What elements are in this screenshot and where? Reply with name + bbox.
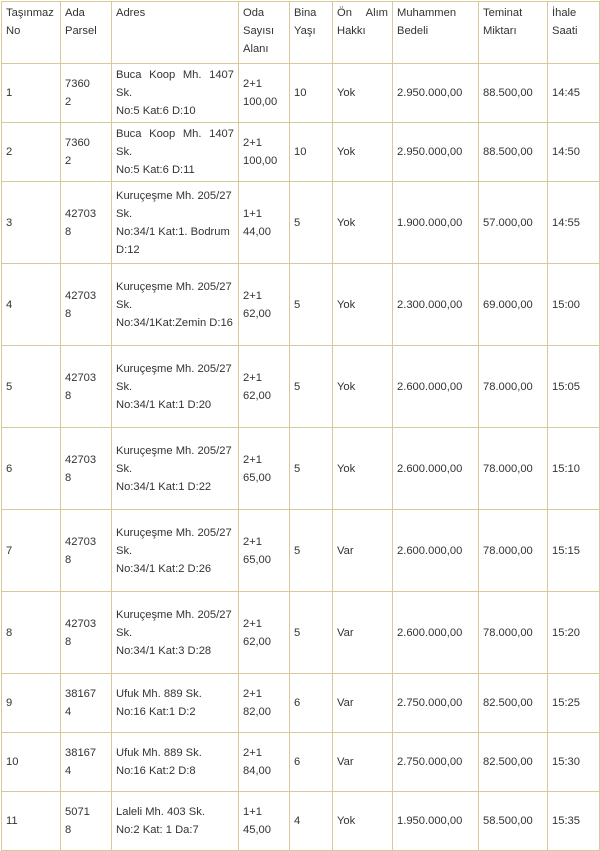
cell-on-alim-hakki: Yok — [333, 123, 393, 182]
cell-ihale-saati: 15:10 — [548, 428, 600, 510]
cell-ada-parsel-line: 8 — [65, 471, 72, 484]
table-row — [2, 792, 600, 851]
cell-adres-line: Kuruçeşme Mh. 205/27 — [116, 526, 232, 539]
cell-adres-line: Sk. — [116, 207, 133, 220]
cell-oda-sayisi-alani — [239, 510, 290, 592]
header-ihale-saati — [548, 2, 600, 64]
cell-teminat-miktari: 88.500,00 — [479, 123, 548, 182]
cell-oda-sayisi-alani — [239, 733, 290, 792]
cell-ada-parsel-line: 42703 — [65, 371, 97, 384]
header-line: Teminat — [483, 7, 523, 19]
cell-oda-sayisi-alani-line: 62,00 — [243, 307, 271, 320]
cell-teminat-miktari: 78.000,00 — [479, 346, 548, 428]
cell-oda-sayisi-alani-line: 1+1 — [243, 207, 262, 220]
cell-adres-line: No:2 Kat: 1 Da:7 — [116, 824, 199, 836]
header-bina-yasi — [290, 2, 333, 64]
cell-on-alim-hakki: Yok — [333, 346, 393, 428]
cell-ada-parsel-line: 8 — [65, 635, 72, 648]
cell-oda-sayisi-alani — [239, 182, 290, 264]
cell-on-alim-hakki: Var — [333, 674, 393, 733]
cell-oda-sayisi-alani-line: 100,00 — [243, 96, 278, 108]
cell-oda-sayisi-alani-line: 2+1 — [243, 371, 262, 384]
cell-ada-parsel-line: 42703 — [65, 207, 97, 220]
cell-muhammen-bedeli: 2.300.000,00 — [393, 264, 479, 346]
header-adres — [112, 2, 239, 64]
cell-teminat-miktari: 78.000,00 — [479, 510, 548, 592]
cell-ada-parsel — [61, 674, 112, 733]
table-row — [2, 592, 600, 674]
cell-adres-line: No:34/1 Kat:1 D:20 — [116, 398, 212, 411]
cell-on-alim-hakki: Var — [333, 592, 393, 674]
cell-bina-yasi: 6 — [290, 674, 333, 733]
cell-oda-sayisi-alani-line: 65,00 — [243, 553, 271, 566]
cell-ada-parsel-line: 8 — [65, 824, 72, 836]
cell-bina-yasi: 5 — [290, 346, 333, 428]
cell-tasinmaz-no: 4 — [2, 264, 61, 346]
cell-ihale-saati: 14:45 — [548, 64, 600, 123]
cell-oda-sayisi-alani-line: 2+1 — [243, 289, 262, 302]
cell-ada-parsel-line: 8 — [65, 553, 72, 566]
cell-adres-line: Kuruçeşme Mh. 205/27 — [116, 362, 232, 375]
cell-bina-yasi: 4 — [290, 792, 333, 851]
cell-on-alim-hakki: Var — [333, 510, 393, 592]
header-word: Ön — [337, 7, 352, 19]
cell-oda-sayisi-alani-line: 2+1 — [243, 688, 262, 700]
auction-table — [1, 1, 600, 851]
cell-oda-sayisi-alani-line: 1+1 — [243, 806, 262, 818]
cell-oda-sayisi-alani-line: 2+1 — [243, 535, 262, 548]
cell-bina-yasi: 5 — [290, 264, 333, 346]
header-line: Bina — [294, 7, 317, 19]
cell-adres-line: Kuruçeşme Mh. 205/27 — [116, 189, 232, 202]
cell-muhammen-bedeli: 1.900.000,00 — [393, 182, 479, 264]
cell-adres-line: Sk. — [116, 298, 133, 311]
cell-muhammen-bedeli: 2.950.000,00 — [393, 123, 479, 182]
cell-ada-parsel-line: 38167 — [65, 688, 97, 700]
table-row — [2, 64, 600, 123]
header-line: Muhammen — [397, 7, 457, 19]
cell-ada-parsel-line: 42703 — [65, 617, 97, 630]
header-oda-sayisi-alani — [239, 2, 290, 64]
cell-adres-line: No:16 Kat:2 D:8 — [116, 765, 196, 777]
cell-oda-sayisi-alani — [239, 64, 290, 123]
header-line: Miktarı — [483, 25, 517, 37]
cell-ada-parsel-line: 38167 — [65, 747, 97, 759]
cell-ada-parsel-line: 7360 — [65, 137, 90, 149]
cell-adres-line: No:34/1 Kat:1 D:22 — [116, 480, 212, 493]
cell-ihale-saati: 15:35 — [548, 792, 600, 851]
cell-muhammen-bedeli: 2.600.000,00 — [393, 428, 479, 510]
cell-oda-sayisi-alani-line: 65,00 — [243, 471, 271, 484]
header-line: Taşınmaz — [6, 7, 54, 19]
cell-adres-line: No:16 Kat:1 D:2 — [116, 706, 196, 718]
cell-oda-sayisi-alani-line: 2+1 — [243, 747, 262, 759]
cell-tasinmaz-no: 3 — [2, 182, 61, 264]
cell-adres-line: No:34/1Kat:Zemin D:16 — [116, 316, 233, 329]
cell-oda-sayisi-alani — [239, 123, 290, 182]
cell-ihale-saati: 15:30 — [548, 733, 600, 792]
cell-ihale-saati: 15:20 — [548, 592, 600, 674]
cell-oda-sayisi-alani — [239, 264, 290, 346]
cell-on-alim-hakki: Yok — [333, 182, 393, 264]
cell-ihale-saati: 15:15 — [548, 510, 600, 592]
cell-oda-sayisi-alani-line: 2+1 — [243, 617, 262, 630]
cell-tasinmaz-no: 5 — [2, 346, 61, 428]
header-row — [2, 2, 600, 64]
header-line: Hakkı — [337, 25, 366, 37]
table-row — [2, 510, 600, 592]
cell-tasinmaz-no: 2 — [2, 123, 61, 182]
cell-adres — [112, 64, 239, 123]
cell-teminat-miktari: 82.500,00 — [479, 674, 548, 733]
cell-muhammen-bedeli: 1.950.000,00 — [393, 792, 479, 851]
cell-oda-sayisi-alani-line: 44,00 — [243, 225, 271, 238]
header-line: Yaşı — [294, 25, 316, 37]
cell-teminat-miktari: 88.500,00 — [479, 64, 548, 123]
header-line: Saati — [552, 25, 578, 37]
cell-adres-line: Kuruçeşme Mh. 205/27 — [116, 608, 232, 621]
cell-oda-sayisi-alani — [239, 792, 290, 851]
header-line: No — [6, 25, 21, 37]
cell-oda-sayisi-alani-line: 62,00 — [243, 389, 271, 402]
cell-adres-line: D:12 — [116, 243, 140, 256]
cell-muhammen-bedeli: 2.750.000,00 — [393, 733, 479, 792]
cell-muhammen-bedeli: 2.950.000,00 — [393, 64, 479, 123]
cell-oda-sayisi-alani — [239, 592, 290, 674]
cell-ada-parsel-line: 2 — [65, 96, 72, 108]
table-row — [2, 346, 600, 428]
cell-oda-sayisi-alani-line: 45,00 — [243, 824, 271, 836]
header-line: İhale — [552, 7, 577, 19]
cell-muhammen-bedeli: 2.600.000,00 — [393, 346, 479, 428]
cell-oda-sayisi-alani-line: 2+1 — [243, 78, 262, 90]
header-muhammen-bedeli — [393, 2, 479, 64]
cell-oda-sayisi-alani — [239, 674, 290, 733]
cell-ihale-saati: 14:55 — [548, 182, 600, 264]
table-row — [2, 123, 600, 182]
cell-adres-line: No:5 Kat:6 D:10 — [116, 105, 196, 117]
cell-oda-sayisi-alani-line: 82,00 — [243, 706, 271, 718]
cell-tasinmaz-no: 10 — [2, 733, 61, 792]
cell-on-alim-hakki: Yok — [333, 64, 393, 123]
cell-tasinmaz-no: 6 — [2, 428, 61, 510]
cell-ada-parsel-line: 42703 — [65, 289, 97, 302]
header-line: Sayısı — [243, 25, 275, 37]
cell-ihale-saati: 14:50 — [548, 123, 600, 182]
header-line: Adres — [116, 7, 146, 19]
header-line — [337, 4, 388, 22]
cell-adres — [112, 733, 239, 792]
cell-adres — [112, 674, 239, 733]
cell-adres-line: Ufuk Mh. 889 Sk. — [116, 747, 202, 759]
cell-oda-sayisi-alani-line: 84,00 — [243, 765, 271, 777]
header-line: Oda — [243, 7, 265, 19]
header-on-alim-hakki — [333, 2, 393, 64]
cell-bina-yasi: 10 — [290, 123, 333, 182]
cell-adres-line: Sk. — [116, 462, 133, 475]
cell-teminat-miktari: 57.000,00 — [479, 182, 548, 264]
cell-ada-parsel-line: 7360 — [65, 78, 90, 90]
cell-ada-parsel — [61, 182, 112, 264]
cell-adres-line: Sk. — [116, 626, 133, 639]
header-tasinmaz-no — [2, 2, 61, 64]
cell-bina-yasi: 5 — [290, 592, 333, 674]
cell-ada-parsel-line: 8 — [65, 307, 72, 320]
cell-ada-parsel — [61, 510, 112, 592]
cell-on-alim-hakki: Yok — [333, 264, 393, 346]
table-row — [2, 428, 600, 510]
cell-adres-line: Kuruçeşme Mh. 205/27 — [116, 444, 232, 457]
cell-bina-yasi: 5 — [290, 428, 333, 510]
table-row — [2, 733, 600, 792]
cell-tasinmaz-no: 9 — [2, 674, 61, 733]
table-row — [2, 674, 600, 733]
cell-bina-yasi: 10 — [290, 64, 333, 123]
header-line: Bedeli — [397, 25, 429, 37]
cell-on-alim-hakki: Yok — [333, 792, 393, 851]
header-line: Ada — [65, 7, 85, 19]
cell-adres-line: No:34/1 Kat:3 D:28 — [116, 644, 212, 657]
cell-tasinmaz-no: 11 — [2, 792, 61, 851]
table-row — [2, 264, 600, 346]
cell-ada-parsel-line: 8 — [65, 225, 72, 238]
cell-teminat-miktari: 69.000,00 — [479, 264, 548, 346]
cell-ihale-saati: 15:00 — [548, 264, 600, 346]
cell-ada-parsel — [61, 733, 112, 792]
cell-adres — [112, 792, 239, 851]
cell-adres — [112, 428, 239, 510]
cell-ada-parsel-line: 2 — [65, 155, 72, 167]
cell-adres — [112, 264, 239, 346]
cell-ada-parsel — [61, 428, 112, 510]
cell-adres-line: No:5 Kat:6 D:11 — [116, 164, 195, 176]
cell-muhammen-bedeli: 2.750.000,00 — [393, 674, 479, 733]
cell-adres — [112, 346, 239, 428]
header-teminat-miktari — [479, 2, 548, 64]
cell-adres-line: Sk. — [116, 544, 133, 557]
cell-ada-parsel — [61, 592, 112, 674]
cell-ihale-saati: 15:25 — [548, 674, 600, 733]
header-word: Alım — [365, 7, 388, 19]
cell-ada-parsel — [61, 264, 112, 346]
header-ada-parsel — [61, 2, 112, 64]
cell-bina-yasi: 5 — [290, 182, 333, 264]
cell-teminat-miktari: 78.000,00 — [479, 428, 548, 510]
cell-adres-line: Sk. — [116, 380, 133, 393]
cell-ihale-saati: 15:05 — [548, 346, 600, 428]
cell-muhammen-bedeli: 2.600.000,00 — [393, 592, 479, 674]
cell-ada-parsel — [61, 64, 112, 123]
cell-adres-line: Laleli Mh. 403 Sk. — [116, 806, 205, 818]
cell-ada-parsel-line: 42703 — [65, 453, 97, 466]
cell-adres-line: Buca Koop Mh. 1407 Sk. — [116, 69, 234, 99]
cell-adres — [112, 182, 239, 264]
table-row — [2, 182, 600, 264]
cell-muhammen-bedeli: 2.600.000,00 — [393, 510, 479, 592]
cell-ada-parsel — [61, 792, 112, 851]
cell-oda-sayisi-alani-line: 2+1 — [243, 137, 262, 149]
cell-adres-line: Buca Koop Mh. 1407 Sk. — [116, 128, 234, 158]
cell-ada-parsel — [61, 346, 112, 428]
cell-adres-line: Ufuk Mh. 889 Sk. — [116, 688, 202, 700]
cell-teminat-miktari: 78.000,00 — [479, 592, 548, 674]
cell-adres — [112, 592, 239, 674]
cell-oda-sayisi-alani-line: 62,00 — [243, 635, 271, 648]
cell-ada-parsel-line: 5071 — [65, 806, 90, 818]
cell-on-alim-hakki: Var — [333, 733, 393, 792]
cell-adres-line: No:34/1 Kat:2 D:26 — [116, 562, 212, 575]
cell-ada-parsel-line: 4 — [65, 706, 72, 718]
cell-bina-yasi: 5 — [290, 510, 333, 592]
cell-oda-sayisi-alani — [239, 346, 290, 428]
cell-oda-sayisi-alani-line: 100,00 — [243, 155, 278, 167]
cell-tasinmaz-no: 7 — [2, 510, 61, 592]
header-line: Alanı — [243, 43, 269, 55]
cell-ada-parsel — [61, 123, 112, 182]
cell-on-alim-hakki: Yok — [333, 428, 393, 510]
cell-adres-line: No:34/1 Kat:1. Bodrum — [116, 225, 230, 238]
header-line: Parsel — [65, 25, 97, 37]
cell-adres-line: Kuruçeşme Mh. 205/27 — [116, 280, 232, 293]
cell-tasinmaz-no: 1 — [2, 64, 61, 123]
cell-teminat-miktari: 58.500,00 — [479, 792, 548, 851]
cell-bina-yasi: 6 — [290, 733, 333, 792]
cell-adres — [112, 510, 239, 592]
cell-ada-parsel-line: 42703 — [65, 535, 97, 548]
cell-teminat-miktari: 82.500,00 — [479, 733, 548, 792]
cell-ada-parsel-line: 4 — [65, 765, 72, 777]
cell-adres — [112, 123, 239, 182]
cell-oda-sayisi-alani-line: 2+1 — [243, 453, 262, 466]
cell-ada-parsel-line: 8 — [65, 389, 72, 402]
cell-oda-sayisi-alani — [239, 428, 290, 510]
cell-tasinmaz-no: 8 — [2, 592, 61, 674]
